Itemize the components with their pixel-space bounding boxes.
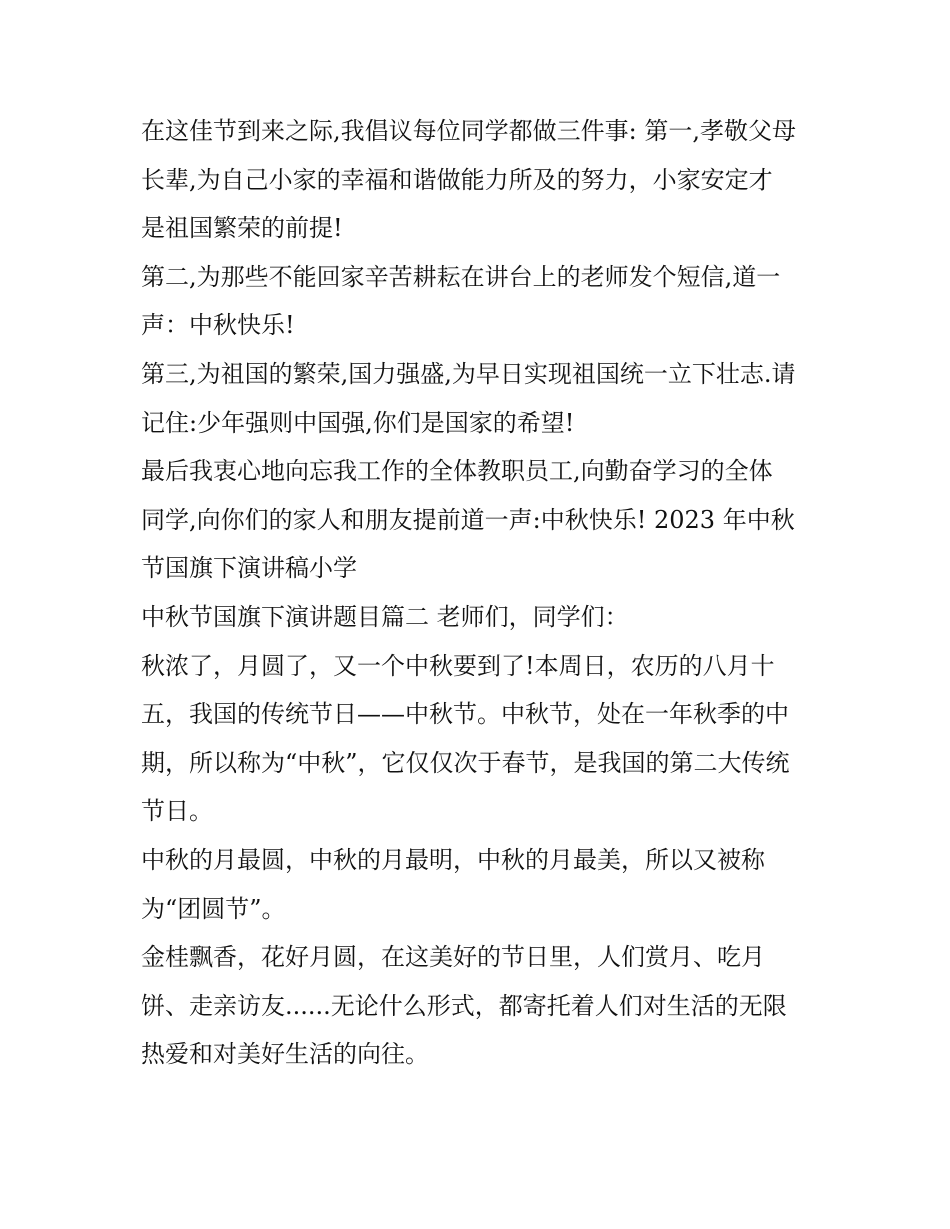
text-line: 同学,向你们的家人和朋友提前道一声:中秋快乐! 2023 年中秋 xyxy=(141,505,795,534)
text-line: 在这佳节到来之际,我倡议每位同学都做三件事: 第一,孝敬父母 xyxy=(141,117,796,145)
text-line: 是祖国繁荣的前提! xyxy=(141,214,343,243)
text-line: 饼、走亲访友......无论什么形式，都寄托着人们对生活的无限 xyxy=(141,991,787,1020)
text-line: 记住:少年强则中国强,你们是国家的希望! xyxy=(141,408,575,437)
text-line: 声：中秋快乐! xyxy=(141,311,295,340)
text-line: 热爱和对美好生活的向往。 xyxy=(141,1040,429,1069)
section-heading: 中秋节国旗下演讲题目篇二 老师们，同学们： xyxy=(141,602,629,631)
text-line: 最后我衷心地向忘我工作的全体教职员工,向勤奋学习的全体 xyxy=(141,457,773,486)
text-line: 秋浓了，月圆了，又一个中秋要到了!本周日，农历的八月十 xyxy=(141,651,775,680)
text-line: 中秋的月最圆，中秋的月最明，中秋的月最美，所以又被称 xyxy=(141,845,765,874)
text-line: 长辈,为自己小家的幸福和谐做能力所及的努力，小家安定才 xyxy=(141,165,773,194)
document-body xyxy=(141,107,821,1079)
text-line: 金桂飘香，花好月圆，在这美好的节日里，人们赏月、吃月 xyxy=(141,943,765,972)
text-line: 第三,为祖国的繁荣,国力强盛,为早日实现祖国统一立下壮志.请 xyxy=(141,359,796,388)
text-line: 第二,为那些不能回家辛苦耕耘在讲台上的老师发个短信,道一 xyxy=(141,262,781,291)
text-line: 节国旗下演讲稿小学 xyxy=(141,554,357,583)
text-line: 为“团圆节”。 xyxy=(141,894,286,923)
text-line: 期，所以称为“中秋”，它仅仅次于春节，是我国的第二大传统 xyxy=(141,748,790,777)
text-line: 节日。 xyxy=(141,797,213,826)
text-line: 五，我国的传统节日——中秋节。中秋节，处在一年秋季的中 xyxy=(141,700,789,729)
